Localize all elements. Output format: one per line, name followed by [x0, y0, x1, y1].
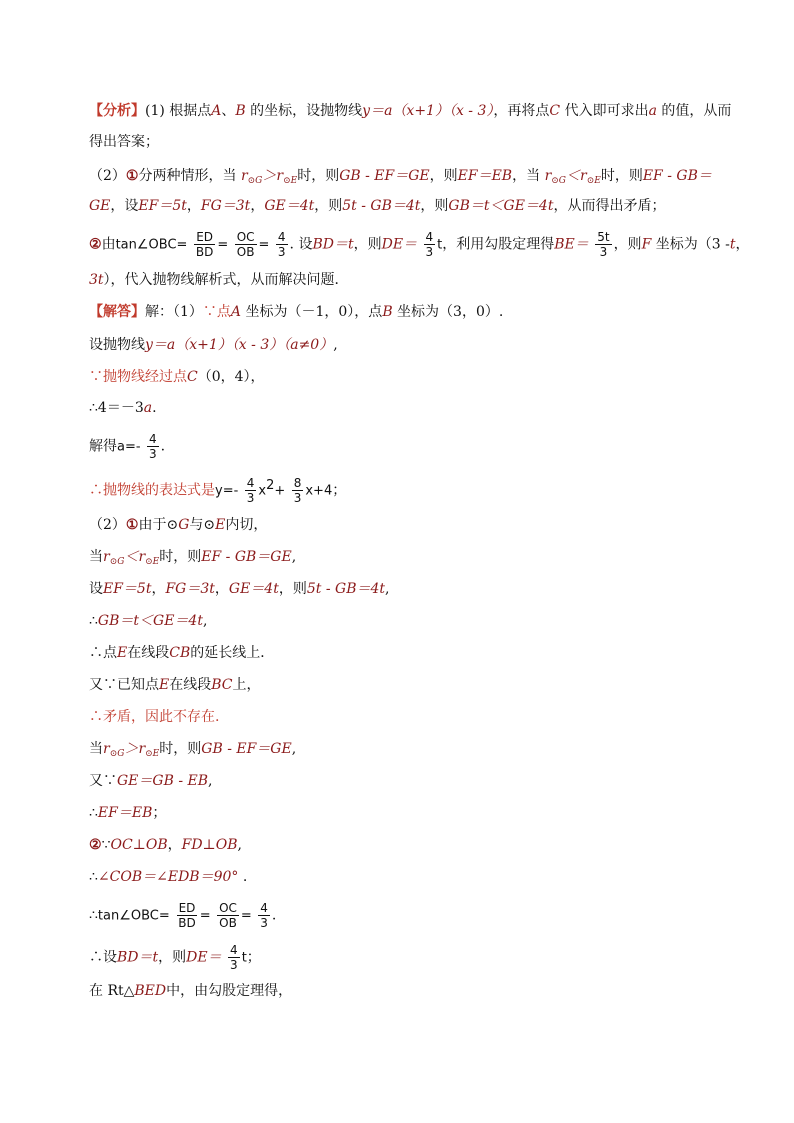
fraction-4-3: $\frac{4}{3}$ [246, 476, 255, 506]
answer-line-18: ∴∠COB＝∠EDB＝90° . [89, 869, 248, 885]
answer-line-7: （2）①由于⊙G与⊙E内切， [89, 517, 268, 533]
analysis-line-3: （2）①分两种情形，当 $r_{⊙G}>r_{⊙E}$时，则GB - EF＝GE，则EF＝EB，当 $r_{⊙G}<r_{⊙E}$时，则EF - GB＝ [89, 168, 712, 186]
fraction-4-3: $\frac{4}{3}$ [425, 230, 434, 259]
answer-line-8: 当$r_{⊙G}<r_{⊙E}$时，则EF - GB＝GE, [89, 549, 297, 567]
answer-line-3: ∵抛物线经过点C（0，4）， [89, 369, 265, 385]
analysis-line-2: 得出答案； [89, 134, 159, 150]
answer-line-10: ∴GB＝t＜GE＝4t, [89, 613, 208, 629]
answer-line-12: 又∵已知点E在线段BC上， [89, 677, 261, 693]
answer-line-20: ∴设BD＝t，则DE＝ $\frac{4}{3}$ t； [89, 943, 261, 972]
answer-line-9: 设EF＝5t，FG＝3t，GE＝4t，则5t - GB＝4t, [89, 581, 390, 597]
answer-line-2: 设抛物线y＝a（x+1）（x - 3）（a≠0）, [89, 337, 338, 353]
answer-line-15: 又∵GE＝GB - EB, [89, 773, 213, 789]
analysis-tag: 【分析】 [89, 103, 145, 119]
fraction-4-3: $\frac{4}{3}$ [277, 230, 286, 259]
fraction-4-3: $\frac{4}{3}$ [149, 432, 157, 461]
fraction-5t-3: $\frac{5t}{3}$ [597, 230, 610, 259]
answer-line-14: 当$r_{⊙G}>r_{⊙E}$时，则GB - EF＝GE, [89, 741, 297, 759]
answer-line-6: ∴抛物线的表达式是y=- $\frac{4}{3}$ $x^2+$ $\frac{8}{3}$ x+4； [89, 476, 347, 506]
analysis-line-6: 3t），代入抛物线解析式，从而解决问题． [89, 272, 349, 288]
answer-line-11: ∴点E在线段CB的延长线上． [89, 645, 275, 661]
answer-line-1: 【解答】解：（1）∵点A 坐标为（－1，0），点B 坐标为（3，0）. [89, 304, 504, 320]
answer-line-21: 在 Rt△BED中，由勾股定理得， [89, 983, 293, 999]
answer-line-19: ∴tan∠OBC= $\frac{ED}{BD}$ = $\frac{OC}{OB}$ = $\frac{4}{3}$ . [89, 901, 277, 930]
analysis-line-5: ②由tan∠OBC= $\frac{ED}{BD}$ = $\frac{OC}{OB}$ = $\frac{4}{3}$ . 设BD＝t，则DE＝ $\frac{4}{3}$ t，利用勾股定理得BE＝ $\frac{5t}{3}$ ，则F 坐标为（3 -t， [89, 230, 750, 259]
answer-line-13: ∴矛盾，因此不存在. [89, 709, 220, 725]
fraction-ed-bd: $\frac{ED}{BD}$ [178, 901, 196, 930]
answer-line-4: ∴4＝－3a. [89, 400, 157, 416]
fraction-ed-bd: $\frac{ED}{BD}$ [195, 230, 214, 259]
fraction-oc-ob: $\frac{OC}{OB}$ [236, 230, 255, 259]
fraction-8-3: $\frac{8}{3}$ [293, 476, 302, 506]
answer-tag: 【解答】 [89, 304, 145, 320]
analysis-line-4: GE，设EF＝5t，FG＝3t，GE＝4t，则5t - GB＝4t，则GB＝t＜GE＝4t，从而得出矛盾； [89, 198, 666, 214]
fraction-4-3: $\frac{4}{3}$ [260, 901, 268, 930]
fraction-oc-ob: $\frac{OC}{OB}$ [219, 901, 237, 930]
analysis-line-1: 【分析】(1) 根据点A、B 的坐标，设抛物线y＝a（x+1）（x - 3），再将点C 代入即可求出a 的值，从而 [89, 103, 732, 119]
fraction-4-3: $\frac{4}{3}$ [230, 943, 238, 972]
answer-line-5: 解得a=- $\frac{4}{3}$ . [89, 432, 166, 461]
answer-line-16: ∴EF＝EB； [89, 805, 167, 821]
answer-line-17: ②∵OC⊥OB，FD⊥OB, [89, 837, 242, 853]
